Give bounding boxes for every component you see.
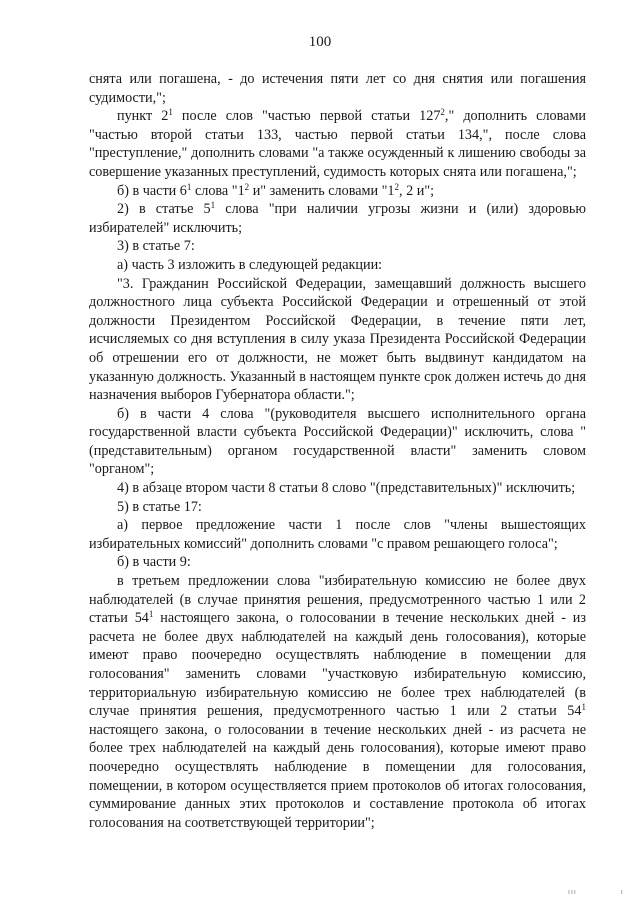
- text-run: 2) в статье 5: [117, 201, 211, 218]
- superscript: 1: [168, 107, 173, 118]
- paragraph: [89, 498, 586, 517]
- scan-mark-right: ı: [620, 889, 624, 896]
- paragraph: [89, 572, 586, 832]
- scan-marks: [568, 889, 640, 896]
- scan-mark-left: ııı: [568, 889, 577, 896]
- superscript: 1: [210, 200, 216, 211]
- text-run: б) в части 4 слова "(руководителя высшего исполнительного органа государственной власти субъекта Российской Федерации)" исключить, слова "(представительным) органом государственной власти" заменить словом "органом";: [89, 405, 586, 478]
- text-run: снята или погашена, - до истечения пяти лет со дня снятия или погашения судимости,";: [89, 71, 586, 106]
- paragraph: [89, 479, 586, 498]
- text-run: 3) в статье 7:: [117, 238, 195, 255]
- text-run: и" заменить словами "1: [249, 182, 395, 199]
- text-run: 5) в статье 17:: [117, 498, 202, 515]
- text-run: а) часть 3 изложить в следующей редакции:: [117, 256, 383, 273]
- text-run: слова "при наличии угрозы жизни и (или) здоровью избирателей" исключить;: [89, 201, 586, 236]
- paragraph: [89, 553, 586, 572]
- paragraph: [89, 107, 586, 181]
- page-number: 100: [308, 34, 332, 50]
- paragraph: [89, 182, 586, 201]
- paragraph: [89, 200, 586, 237]
- text-run: "3. Гражданин Российской Федерации, замещавший должность высшего должностного лица субъекта Российской Федерации и отрешенный от этой должности Президентом Российской Федерации, в течение пяти лет, исчисляемых со дня вступления в силу указа Президента Российской Федерации об отрешении его от должности, не может быть выдвинут кандидатом на указанную должность. Указанный в настоящем пункте срок должен истечь до дня назначения выборов Губернатора области.";: [89, 275, 586, 404]
- paragraph: [89, 405, 586, 479]
- paragraph: [89, 70, 586, 107]
- text-run: пункт 2: [117, 108, 169, 125]
- paragraph: [89, 256, 586, 275]
- paragraph: [89, 237, 586, 256]
- paragraph: [89, 516, 586, 553]
- document-body: [89, 70, 586, 832]
- superscript: 2: [244, 181, 250, 192]
- text-run: б) в части 9:: [117, 554, 191, 571]
- superscript: 2: [440, 107, 445, 118]
- text-run: а) первое предложение части 1 после слов "члены вышестоящих избирательных комиссий" дополнить словами "с правом решающего голоса";: [89, 517, 586, 552]
- text-run: ," дополнить словами "частью второй статьи 133, частью первой статьи 134,", после слова "преступление," дополнить словами "а также осужденный к лишению свободы за совершение указанных преступлений, судимость которых снята или погашена,";: [89, 108, 587, 180]
- superscript: 1: [148, 609, 154, 620]
- text-run: настоящего закона, о голосовании в течение нескольких дней - из расчета не более трех наблюдателей на каждый день голосования), которые имеют право поочередно осуществлять наблюдение в помещении для голосования, помещении, в котором осуществляется прием протоколов об итогах голосования, суммирование данных этих протоколов и составление протокола об итогах голосования на соответствующей территории";: [89, 721, 586, 831]
- text-run: в третьем предложении слова "избирательную комиссию не более двух наблюдателей (в случае принятия решения, предусмотренного частью 1 или 2 статьи 54: [89, 573, 586, 627]
- superscript: 1: [186, 181, 192, 192]
- text-run: после слов "частью первой статьи 127: [172, 108, 441, 125]
- text-run: б) в части 6: [117, 182, 187, 199]
- superscript: 1: [581, 702, 586, 713]
- text-run: слова "1: [191, 182, 245, 199]
- paragraph: [89, 275, 586, 405]
- text-run: , 2 и";: [399, 182, 435, 199]
- text-run: настоящего закона, о голосовании в течение нескольких дней - из расчета не более двух наблюдателей на каждый день голосования), которые имеют право поочередно осуществлять наблюдение в помещении для голосования" заменить словами "участковую избирательную комиссию, территориальную избирательную комиссию не более трех наблюдателей (в случае принятия решения, предусмотренного частью 1 или 2 статьи 54: [89, 610, 586, 720]
- superscript: 2: [394, 181, 400, 192]
- text-run: 4) в абзаце втором части 8 статьи 8 слово "(представительных)" исключить;: [117, 480, 576, 497]
